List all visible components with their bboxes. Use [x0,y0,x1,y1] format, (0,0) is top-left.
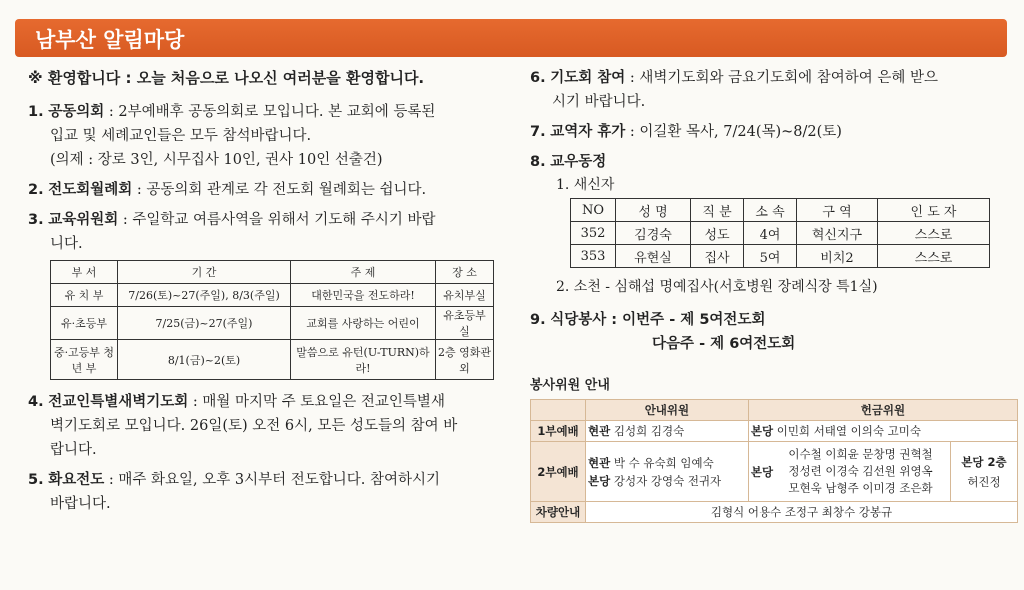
column-header: 기 간 [118,261,291,284]
right-column [530,66,1010,523]
left-column [28,66,510,522]
column-header: 구 역 [797,199,878,222]
item-title: 식당봉사 [550,312,607,328]
item-number: 1. [28,104,44,120]
column-header: 소 속 [744,199,797,222]
item-title: 화요전도 [48,472,105,488]
notice-item-1 [28,100,510,172]
item-text: : 매주 화요일, 오후 3시부터 전도합니다. 참여하시기 [104,472,440,488]
item-line: (의제 : 장로 3인, 시무집사 10인, 권사 10인 선출건) [50,152,383,168]
note-mark: ※ [28,69,43,87]
table-row [51,340,494,380]
item-number: 8. [530,154,546,170]
welcome-text: 환영합니다 : 오늘 처음으로 나오신 여러분을 환영합니다. [47,69,425,87]
notice-item-9 [530,308,1010,356]
item-number: 5. [28,472,44,488]
column-header: 헌금위원 [748,400,1017,421]
item-text: : 공동의회 관계로 각 전도회 월례회는 쉽니다. [132,182,427,198]
table-header-row [51,261,494,284]
item-title: 교우동정 [550,154,607,170]
table-row [531,442,1018,502]
item-text: : 2부예배후 공동의회로 모입니다. 본 교회에 등록된 [104,104,436,120]
item-text: : 주일학교 여름사역을 위해서 기도해 주시기 바랍 [118,212,436,228]
column-header: 안내위원 [586,400,749,421]
table-cell: 현관 박 수 유숙희 임예숙 본당 강성자 강영숙 전귀자 [586,442,749,502]
column-header: 직 분 [691,199,744,222]
table-header-row [531,400,1018,421]
table-cell: 352 [571,222,616,245]
table-header-row [571,199,990,222]
table-cell: 유 치 부 [51,284,118,307]
item-line: 랍니다. [50,442,97,458]
item-line: 입교 및 세례교인들은 모두 참석바랍니다. [50,128,312,144]
item-title: 전교인특별새벽기도회 [48,394,189,410]
table-row [51,284,494,307]
page-title: 남부산 알림마당 [35,28,185,52]
column-header: NO [571,199,616,222]
item-title: 기도회 참여 [550,70,626,86]
item-title: 공동의회 [48,104,105,120]
death-notice: 2. 소천 - 심해섭 명예집사(서호병원 장례식장 특1실) [556,279,878,295]
column-header [531,400,586,421]
table-cell: 대한민국을 전도하라! [291,284,436,307]
service-table [530,399,1018,523]
header-banner [15,19,1007,57]
notice-item-4 [28,390,510,462]
item-line: 시기 바랍니다. [552,94,646,110]
notice-item-7 [530,120,1010,144]
new-members-table [570,198,990,268]
table-cell: 집사 [691,245,744,268]
item-line: 니다. [50,236,83,252]
table-cell: 본당 2층 허진정 [951,442,1018,502]
notice-item-5 [28,468,510,516]
notice-item-6 [530,66,1010,114]
column-header: 부 서 [51,261,118,284]
table-row [571,222,990,245]
row-label: 차량안내 [531,502,586,523]
table-cell: 7/26(토)~27(주일), 8/3(주일) [118,284,291,307]
new-members-label: 1. 새신자 [556,177,615,193]
table-cell: 현관 김성희 김경숙 [586,421,749,442]
table-row [531,502,1018,523]
notice-item-2 [28,178,510,202]
item-number: 6. [530,70,546,86]
table-cell: 4여 [744,222,797,245]
item-text: : 이길환 목사, 7/24(목)~8/2(토) [625,124,842,140]
row-label: 1부예배 [531,421,586,442]
table-cell: 2층 영화관 외 [436,340,494,380]
item-number: 9. [530,312,546,328]
column-header: 장 소 [436,261,494,284]
item-number: 7. [530,124,546,140]
table-cell: 스스로 [878,245,990,268]
table-cell: 중·고등부 청 년 부 [51,340,118,380]
table-cell: 비치2 [797,245,878,268]
table-cell: 김경숙 [616,222,691,245]
table-cell: 7/25(금)~27(주일) [118,307,291,340]
table-cell: 말씀으로 유턴(U-TURN)하라! [291,340,436,380]
table-cell: 8/1(금)~2(토) [118,340,291,380]
table-cell: 스스로 [878,222,990,245]
item-number: 3. [28,212,44,228]
table-cell: 유초등부실 [436,307,494,340]
table-cell: 5여 [744,245,797,268]
table-cell: 유현실 [616,245,691,268]
row-label: 2부예배 [531,442,586,502]
item-number: 4. [28,394,44,410]
item-line: 다음주 - 제 6여전도회 [652,336,796,352]
table-cell: 성도 [691,222,744,245]
item-text: : 매월 마지막 주 토요일은 전교인특별새 [188,394,445,410]
table-row [531,421,1018,442]
item-text: : 이번주 - 제 5여전도회 [606,312,766,328]
item-title: 전도회월례회 [48,182,133,198]
item-title: 교역자 휴가 [550,124,626,140]
welcome-line [28,66,510,90]
column-header: 주 제 [291,261,436,284]
table-cell: 본당 이민희 서태열 이의숙 고미숙 [748,421,1017,442]
notice-item-8 [530,150,1010,174]
table-row [571,245,990,268]
table-cell: 김형식 어용수 조정구 최창수 강봉규 [586,502,1018,523]
education-table [50,260,494,380]
column-header: 인 도 자 [878,199,990,222]
table-cell: 교회를 사랑하는 어린이 [291,307,436,340]
item-line: 벽기도회로 모입니다. 26일(토) 오전 6시, 모든 성도들의 참여 바 [50,418,458,434]
item-line: 바랍니다. [50,496,111,512]
item-title: 교육위원회 [48,212,119,228]
service-title: 봉사위원 안내 [530,378,610,393]
table-cell: 유치부실 [436,284,494,307]
table-cell: 혁신지구 [797,222,878,245]
table-cell: 353 [571,245,616,268]
notice-item-3 [28,208,510,256]
table-cell: 유·초등부 [51,307,118,340]
table-row [51,307,494,340]
item-text: : 새벽기도회와 금요기도회에 참여하여 은혜 받으 [625,70,938,86]
table-cell: 본당 이수철 이희윤 문창명 권혁철 정성련 이경숙 김선원 위영옥 모현욱 남형주 이미경 조은화 [748,442,950,502]
column-header: 성 명 [616,199,691,222]
item-number: 2. [28,182,44,198]
